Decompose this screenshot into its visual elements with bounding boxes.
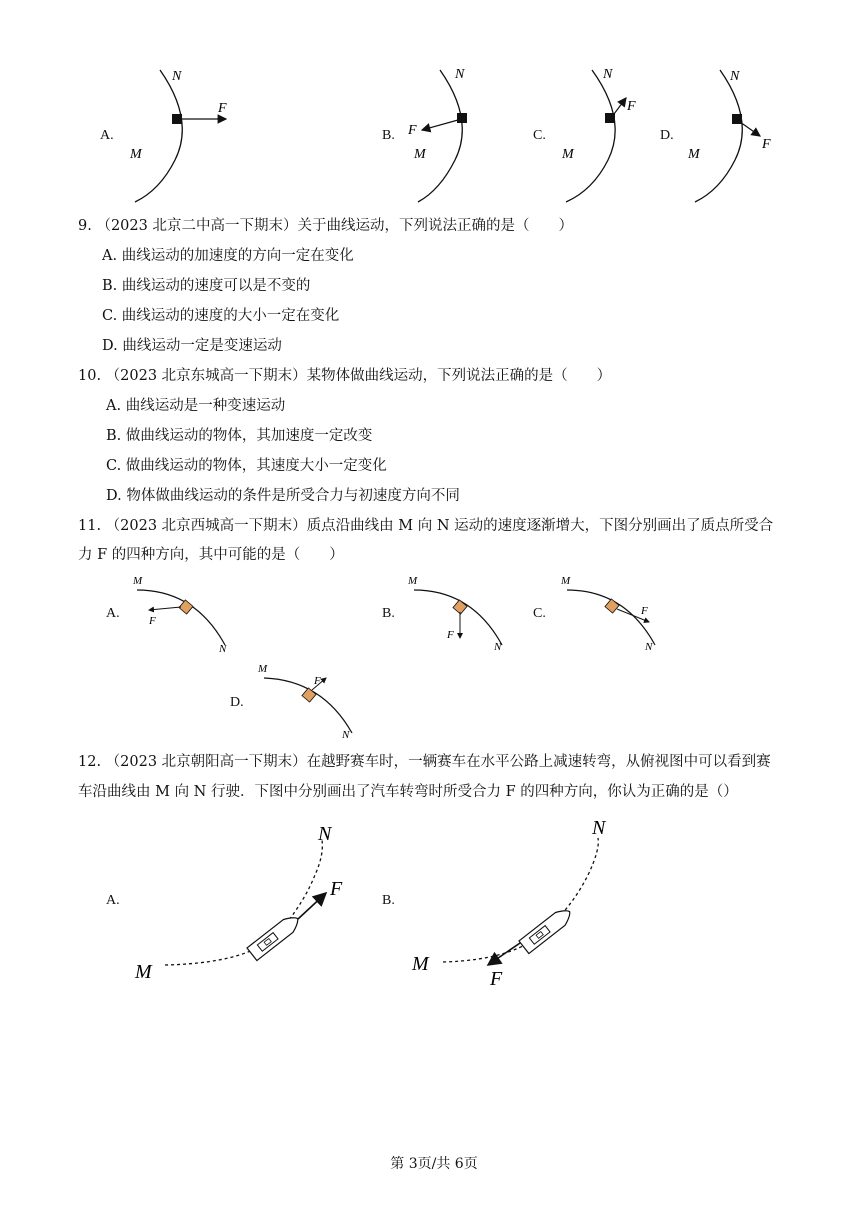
q11b-curve: [414, 590, 502, 645]
q8a-f-label: F: [218, 101, 227, 116]
q11-figure-d: [252, 658, 372, 743]
q12b-force-arrow: [488, 943, 520, 965]
q12b-n-label: N: [592, 817, 606, 839]
q8c-particle: [605, 113, 615, 123]
q11c-m-label: M: [561, 575, 571, 587]
q8c-m-label: M: [562, 147, 574, 162]
q9-stem: 9. （2023 北京二中高一下期末）关于曲线运动，下列说法正确的是（ ）: [78, 218, 573, 234]
q8-option-d-label: D.: [660, 128, 674, 143]
q11-option-c-label: C.: [533, 606, 546, 621]
q11b-m-label: M: [408, 575, 418, 587]
q10-option-c: C. 做曲线运动的物体，其速度大小一定变化: [106, 458, 387, 474]
q11b-f-label: F: [447, 629, 454, 641]
q11a-f-label: F: [149, 615, 156, 627]
q8d-curve: [695, 70, 742, 202]
q8-option-a-label: A.: [100, 128, 114, 143]
q11-stem-line1: 11. （2023 北京西城高一下期末）质点沿曲线由 M 向 N 运动的速度逐渐增大，下图分别画出了质点所受合: [78, 518, 774, 534]
q12a-m-label: M: [135, 961, 152, 983]
q11c-n-label: N: [645, 641, 653, 653]
q12b-m-label: M: [412, 953, 429, 975]
q8a-n-label: N: [172, 69, 182, 84]
q8b-force-arrow: [422, 120, 458, 130]
q8-figure-c: [550, 60, 660, 210]
q11d-n-label: N: [342, 729, 350, 741]
q8b-particle: [457, 113, 467, 123]
q8d-m-label: M: [688, 147, 700, 162]
q8-figure-d: [680, 60, 790, 210]
q10-option-d: D. 物体做曲线运动的条件是所受合力与初速度方向不同: [106, 488, 460, 504]
q12a-force-arrow: [298, 893, 326, 919]
q11a-n-label: N: [219, 643, 227, 655]
q11-option-b-label: B.: [382, 606, 395, 621]
q12a-car: [247, 912, 303, 960]
q10-stem: 10. （2023 北京东城高一下期末）某物体做曲线运动，下列说法正确的是（ ）: [78, 368, 612, 384]
q9-option-d: D. 曲线运动一定是变速运动: [102, 338, 282, 354]
q11c-curve: [567, 590, 655, 645]
q8b-f-label: F: [408, 123, 417, 138]
q11b-particle: [453, 600, 467, 614]
q11b-n-label: N: [494, 641, 502, 653]
q8b-n-label: N: [455, 67, 465, 82]
q12a-f-label: F: [330, 878, 343, 900]
q11-option-a-label: A.: [106, 606, 120, 621]
q8-figure-a: [120, 60, 260, 210]
q8d-f-label: F: [762, 137, 771, 152]
q8a-curve: [135, 70, 182, 202]
q11-figure-a: [125, 570, 245, 655]
q8c-f-label: F: [627, 99, 636, 114]
q12a-n-label: N: [318, 823, 332, 845]
q9-option-a: A. 曲线运动的加速度的方向一定在变化: [102, 248, 354, 264]
q12-stem-line2: 车沿曲线由 M 向 N 行驶．下图中分别画出了汽车转弯时所受合力 F 的四种方向，你认为正确的是（）: [78, 784, 738, 800]
q12-figure-a: [130, 815, 360, 990]
q11-figure-c: [555, 570, 675, 655]
q11c-f-label: F: [641, 605, 648, 617]
q8c-force-arrow: [614, 98, 626, 114]
q9-option-c: C. 曲线运动的速度的大小一定在变化: [102, 308, 340, 324]
q11a-particle: [179, 600, 193, 614]
q8d-force-arrow: [740, 122, 760, 136]
q8a-m-label: M: [130, 147, 142, 162]
q11-figure-b: [402, 570, 522, 655]
q12-option-a-label: A.: [106, 893, 120, 908]
q11d-curve: [264, 678, 352, 733]
q8c-curve: [566, 70, 615, 202]
q12a-path: [165, 840, 322, 965]
q8-option-c-label: C.: [533, 128, 546, 143]
q10-option-a: A. 曲线运动是一种变速运动: [106, 398, 286, 414]
q12b-f-label: F: [490, 968, 503, 990]
page-footer: 第 3页/共 6页: [390, 1156, 478, 1172]
q8a-particle: [172, 114, 182, 124]
q11d-f-label: F: [314, 675, 321, 687]
q11a-force-arrow: [149, 607, 181, 610]
q8-figure-b: [400, 60, 510, 210]
q8b-curve: [418, 70, 462, 202]
q9-option-b: B. 曲线运动的速度可以是不变的: [102, 278, 311, 294]
q12-stem-line1: 12. （2023 北京朝阳高一下期末）在越野赛车时，一辆赛车在水平公路上减速转弯，从俯视图中可以看到赛: [78, 754, 771, 770]
q11d-m-label: M: [258, 663, 268, 675]
q11c-particle: [605, 599, 619, 613]
q12-option-b-label: B.: [382, 893, 395, 908]
q8d-n-label: N: [730, 69, 740, 84]
q11-stem-line2: 力 F 的四种方向，其中可能的是（ ）: [78, 547, 344, 563]
q11a-m-label: M: [133, 575, 143, 587]
q8-option-b-label: B.: [382, 128, 395, 143]
q11-option-d-label: D.: [230, 695, 244, 710]
q8b-m-label: M: [414, 147, 426, 162]
q10-option-b: B. 做曲线运动的物体，其加速度一定改变: [106, 428, 373, 444]
q12b-car: [519, 905, 575, 953]
q8c-n-label: N: [603, 67, 613, 82]
q12-figure-b: [408, 810, 638, 995]
q11d-particle: [302, 688, 316, 702]
